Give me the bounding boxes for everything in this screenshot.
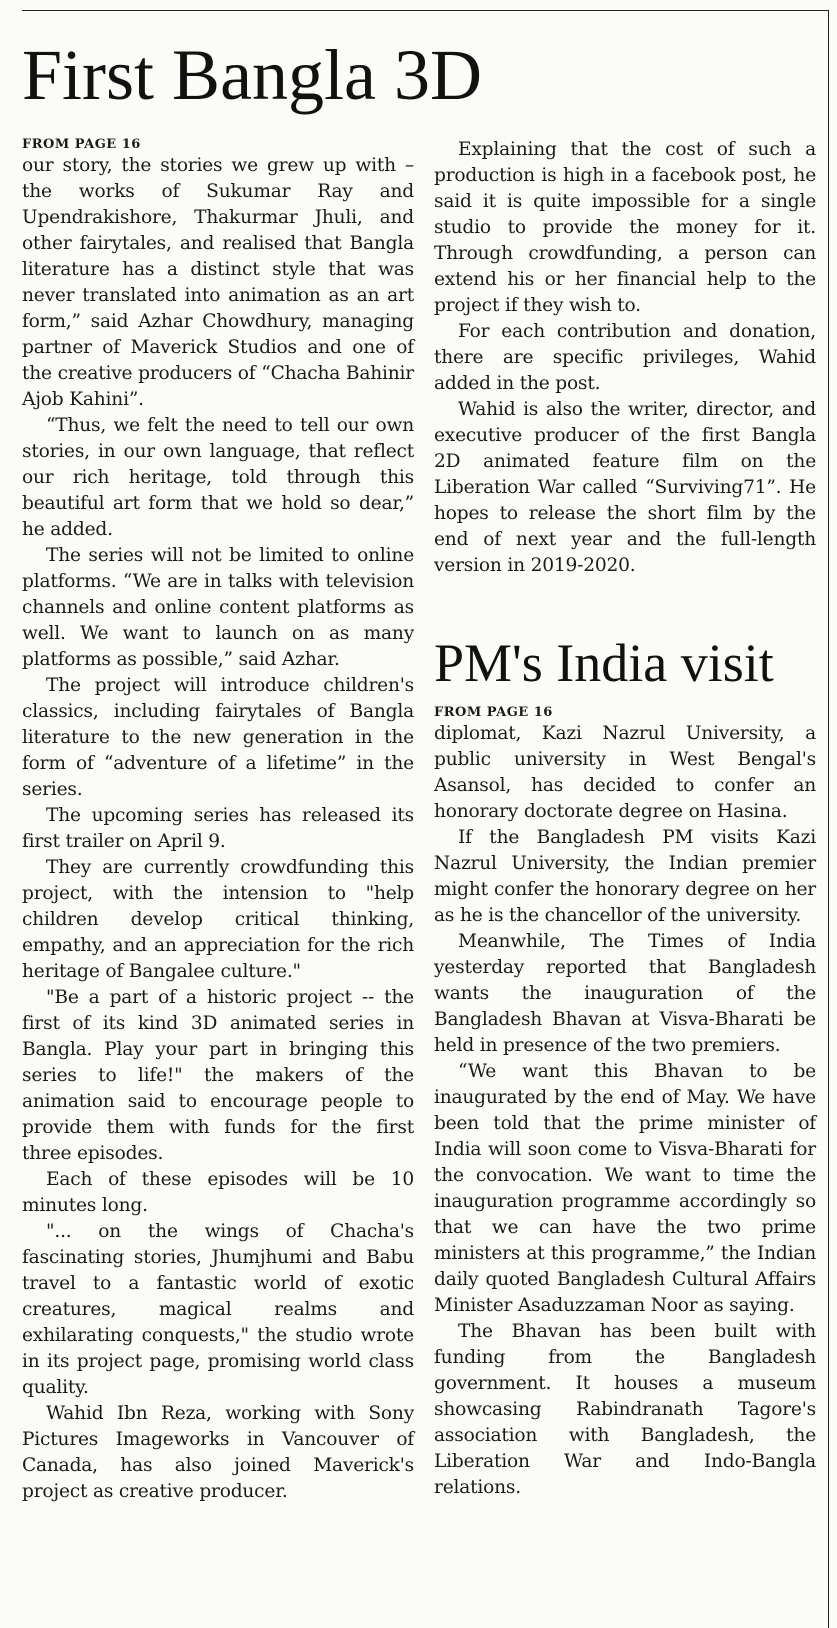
second-article-headline: PM's India visit	[434, 633, 774, 693]
paragraph: “We want this Bhavan to be inaugurated by the end of May. We have been told that the prime minister of India will soon come to Visva-Bharati for the convocation. We want to time the inauguration programme accordingly so that we can have the two prime ministers at this programme,” the Indian daily quoted Bangladesh Cultural Affairs Minister Asaduzzaman Noor as saying.	[434, 1061, 816, 1316]
continued-from-label: FROM PAGE 16	[434, 705, 553, 720]
paragraph: They are currently crowdfunding this project, with the intension to "help children develop critical thinking, empathy, and an appreciation for the rich heritage of Bangalee culture."	[22, 857, 414, 982]
article-left-column	[22, 137, 414, 1505]
paragraph: diplomat, Kazi Nazrul University, a public university in West Bengal's Asansol, has decided to confer an honorary doctorate degree on Hasina.	[434, 723, 816, 822]
paragraph: If the Bangladesh PM visits Kazi Nazrul University, the Indian premier might confer the honorary degree on her as he is the chancellor of the university.	[434, 827, 816, 926]
continued-from-label: FROM PAGE 16	[22, 137, 141, 152]
paragraph: Meanwhile, The Times of India yesterday reported that Bangladesh wants the inauguration of the Bangladesh Bhavan at Visva-Bharati be held in presence of the two premiers.	[434, 931, 816, 1056]
paragraph: our story, the stories we grew up with – the works of Sukumar Ray and Upendrakishore, Thakurmar Jhuli, and other fairytales, and realised that Bangla literature has a distinct style that was never translated into animation as an art form,” said Azhar Chowdhury, managing partner of Maverick Studios and one of the creative producers of “Chacha Bahinir Ajob Kahini”.	[22, 155, 414, 410]
paragraph: For each contribution and donation, there are specific privileges, Wahid added in the post.	[434, 321, 816, 394]
paragraph: The project will introduce children's classics, including fairytales of Bangla literature to the new generation in the form of “adventure of a lifetime” in the series.	[22, 675, 414, 800]
right-column-rule	[828, 10, 829, 1628]
paragraph: Wahid is also the writer, director, and executive producer of the first Bangla 2D animated feature film on the Liberation War called “Surviving71”. He hopes to release the short film by the end of next year and the full-length version in 2019-2020.	[434, 399, 816, 576]
paragraph: “Thus, we felt the need to tell our own stories, in our own language, that reflect our rich heritage, told through this beautiful art form that we hold so dear,” he added.	[22, 415, 414, 540]
paragraph: The series will not be limited to online platforms. “We are in talks with television channels and online content platforms as well. We want to launch on as many platforms as possible,” said Azhar.	[22, 545, 414, 670]
article-headline: First Bangla 3D	[22, 35, 482, 115]
top-rule	[22, 10, 829, 11]
article-right-column	[434, 137, 816, 579]
paragraph: "... on the wings of Chacha's fascinating stories, Jhumjhumi and Babu travel to a fantastic world of exotic creatures, magical realms and exhilarating conquests," the studio wrote in its project page, promising world class quality.	[22, 1221, 414, 1398]
paragraph: The upcoming series has released its first trailer on April 9.	[22, 805, 414, 852]
paragraph: "Be a part of a historic project -- the first of its kind 3D animated series in Bangla. Play your part in bringing this series to life!" the makers of the animation said to encourage people to provide them with funds for the first three episodes.	[22, 987, 414, 1164]
paragraph: Each of these episodes will be 10 minutes long.	[22, 1169, 414, 1216]
paragraph: The Bhavan has been built with funding from the Bangladesh government. It houses a museum showcasing Rabindranath Tagore's association with Bangladesh, the Liberation War and Indo-Bangla relations.	[434, 1321, 816, 1498]
second-article-column	[434, 705, 816, 1501]
paragraph: Wahid Ibn Reza, working with Sony Pictures Imageworks in Vancouver of Canada, has also joined Maverick's project as creative producer.	[22, 1403, 414, 1502]
paragraph: Explaining that the cost of such a production is high in a facebook post, he said it is quite impossible for a single studio to provide the money for it. Through crowdfunding, a person can extend his or her financial help to the project if they wish to.	[434, 139, 816, 316]
